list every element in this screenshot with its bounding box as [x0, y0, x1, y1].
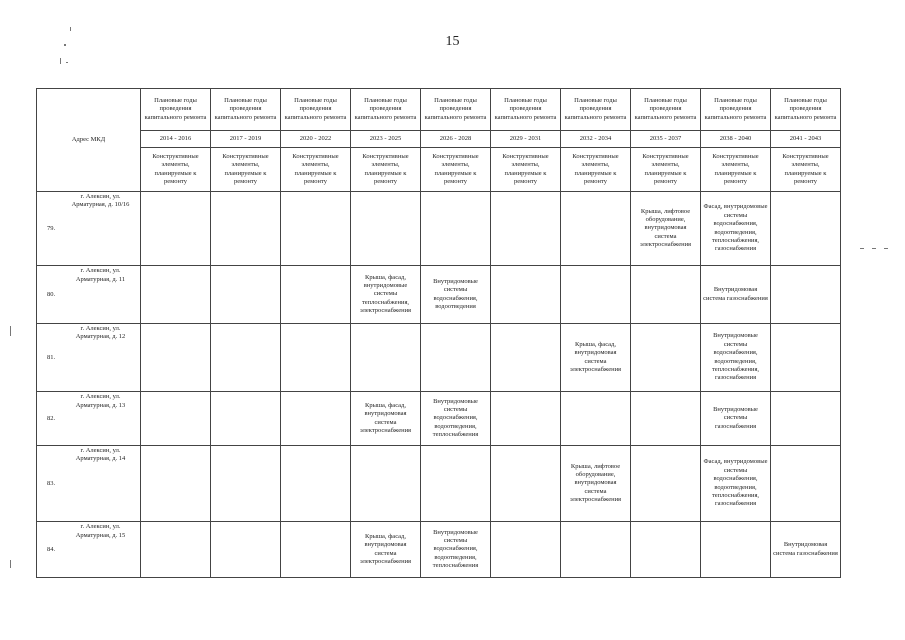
repair-cell	[211, 192, 281, 266]
scan-mark	[884, 248, 888, 249]
address-text: г. Алексин, ул. Арматурная, д. 12	[75, 325, 126, 341]
plan-years-header: Плановые годы проведения капитального ремонта	[491, 89, 561, 131]
address-header: Адрес МКД	[37, 89, 141, 192]
period-header: 2014 - 2016	[141, 131, 211, 148]
repair-cell	[141, 192, 211, 266]
scan-mark	[64, 44, 66, 46]
repair-cell	[211, 522, 281, 578]
repair-cell	[141, 445, 211, 521]
repair-cell	[141, 324, 211, 392]
repair-cell: Крыша, лифтовое оборудование, внутридомовая система электроснабжения	[561, 445, 631, 521]
elements-header: Конструктивные элементы, планируемые к ремонту	[211, 148, 281, 192]
repair-cell	[281, 266, 351, 324]
period-header: 2017 - 2019	[211, 131, 281, 148]
period-header: 2020 - 2022	[281, 131, 351, 148]
repair-cell	[211, 266, 281, 324]
elements-header: Конструктивные элементы, планируемые к ремонту	[141, 148, 211, 192]
plan-years-header: Плановые годы проведения капитального ремонта	[141, 89, 211, 131]
plan-years-header: Плановые годы проведения капитального ремонта	[701, 89, 771, 131]
table-row	[37, 445, 841, 521]
header-row-elements	[37, 148, 841, 192]
repair-cell	[491, 192, 561, 266]
repair-cell	[491, 266, 561, 324]
period-header: 2026 - 2028	[421, 131, 491, 148]
table-row	[37, 192, 841, 266]
period-header: 2023 - 2025	[351, 131, 421, 148]
repair-cell: Фасад, внутридомовые системы водоснабжения, водоотведения, теплоснабжения, газоснабжения	[701, 445, 771, 521]
row-number: 82.	[47, 414, 56, 422]
address-cell	[37, 192, 141, 266]
repair-cell	[141, 522, 211, 578]
row-number: 84.	[47, 545, 56, 553]
row-number: 80.	[47, 290, 56, 298]
repair-cell	[351, 445, 421, 521]
elements-header: Конструктивные элементы, планируемые к ремонту	[561, 148, 631, 192]
header-row-plan	[37, 89, 841, 131]
repair-cell	[281, 392, 351, 446]
address-text: г. Алексин, ул. Арматурная, д. 11	[75, 267, 126, 283]
row-number: 81.	[47, 353, 56, 361]
plan-years-header: Плановые годы проведения капитального ремонта	[631, 89, 701, 131]
row-number: 83.	[47, 479, 56, 487]
address-cell	[37, 522, 141, 578]
repair-cell	[771, 266, 841, 324]
repair-cell	[561, 522, 631, 578]
repair-cell	[281, 522, 351, 578]
repair-cell: Внутридомовая система газоснабжения	[771, 522, 841, 578]
address-text: г. Алексин, ул. Арматурная, д. 14	[75, 446, 126, 463]
repair-cell	[141, 392, 211, 446]
repair-cell	[771, 445, 841, 521]
repair-cell	[421, 192, 491, 266]
repair-cell	[421, 324, 491, 392]
repair-cell	[211, 445, 281, 521]
address-cell	[37, 266, 141, 324]
scan-mark	[10, 326, 11, 336]
repair-cell: Внутридомовые системы водоснабжения, водоотведения	[421, 266, 491, 324]
header-row-periods	[37, 131, 841, 148]
period-header: 2035 - 2037	[631, 131, 701, 148]
table-row	[37, 392, 841, 446]
table-row	[37, 324, 841, 392]
repair-cell	[631, 392, 701, 446]
table-row	[37, 266, 841, 324]
repair-cell: Внутридомовые системы водоснабжения, водоотведения, теплоснабжения	[421, 522, 491, 578]
repair-cell	[421, 445, 491, 521]
address-cell	[37, 324, 141, 392]
repair-cell	[491, 392, 561, 446]
repair-cell	[281, 445, 351, 521]
plan-years-header: Плановые годы проведения капитального ремонта	[351, 89, 421, 131]
period-header: 2029 - 2031	[491, 131, 561, 148]
repair-cell: Крыша, фасад, внутридомовые системы теплоснабжения, электроснабжения	[351, 266, 421, 324]
repair-cell: Внутридомовые системы водоснабжения, водоотведения, теплоснабжения, газоснабжения	[701, 324, 771, 392]
repair-cell	[631, 522, 701, 578]
repair-cell	[561, 266, 631, 324]
address-text: г. Алексин, ул. Арматурная, д. 10/16	[71, 193, 130, 209]
elements-header: Конструктивные элементы, планируемые к ремонту	[491, 148, 561, 192]
address-text: г. Алексин, ул. Арматурная, д. 13	[75, 393, 126, 409]
period-header: 2032 - 2034	[561, 131, 631, 148]
scan-mark	[60, 58, 61, 64]
elements-header: Конструктивные элементы, планируемые к ремонту	[421, 148, 491, 192]
elements-header: Конструктивные элементы, планируемые к ремонту	[351, 148, 421, 192]
repair-cell	[211, 324, 281, 392]
plan-years-header: Плановые годы проведения капитального ремонта	[281, 89, 351, 131]
elements-header: Конструктивные элементы, планируемые к ремонту	[631, 148, 701, 192]
scan-mark	[10, 560, 11, 568]
repair-cell: Внутридомовые системы водоснабжения, водоотведения, теплоснабжения	[421, 392, 491, 446]
table-body	[37, 192, 841, 578]
repair-cell	[631, 445, 701, 521]
repair-cell	[701, 522, 771, 578]
plan-years-header: Плановые годы проведения капитального ремонта	[561, 89, 631, 131]
period-header: 2038 - 2040	[701, 131, 771, 148]
scan-mark	[70, 27, 71, 31]
repair-cell	[281, 324, 351, 392]
repair-cell: Фасад, внутридомовые системы водоснабжения, водоотведения, теплоснабжения, газоснабжения	[701, 192, 771, 266]
repair-cell	[561, 192, 631, 266]
repair-cell	[771, 324, 841, 392]
plan-years-header: Плановые годы проведения капитального ремонта	[421, 89, 491, 131]
table-header	[37, 89, 841, 192]
address-text: г. Алексин, ул. Арматурная, д. 15	[75, 523, 126, 539]
repair-cell	[351, 192, 421, 266]
repair-cell	[491, 445, 561, 521]
repair-cell	[281, 192, 351, 266]
plan-years-header: Плановые годы проведения капитального ремонта	[211, 89, 281, 131]
repair-cell	[211, 392, 281, 446]
elements-header: Конструктивные элементы, планируемые к ремонту	[281, 148, 351, 192]
scan-mark	[860, 248, 864, 249]
table-row	[37, 522, 841, 578]
repair-cell: Внутридомовая система газоснабжения	[701, 266, 771, 324]
capital-repair-table	[36, 88, 841, 578]
address-cell	[37, 392, 141, 446]
elements-header: Конструктивные элементы, планируемые к ремонту	[701, 148, 771, 192]
repair-cell	[351, 324, 421, 392]
repair-cell	[141, 266, 211, 324]
repair-cell	[491, 324, 561, 392]
repair-cell: Крыша, лифтовое оборудование, внутридомовая система электроснабжения	[631, 192, 701, 266]
repair-cell	[631, 266, 701, 324]
plan-years-header: Плановые годы проведения капитального ремонта	[771, 89, 841, 131]
elements-header: Конструктивные элементы, планируемые к ремонту	[771, 148, 841, 192]
repair-cell	[631, 324, 701, 392]
repair-cell	[561, 392, 631, 446]
repair-cell	[771, 192, 841, 266]
repair-cell: Крыша, фасад, внутридомовая система электроснабжения	[351, 522, 421, 578]
repair-cell: Крыша, фасад, внутридомовая система электроснабжения	[351, 392, 421, 446]
repair-cell: Внутридомовые системы газоснабжения	[701, 392, 771, 446]
repair-cell: Крыша, фасад, внутридомовая система электроснабжения	[561, 324, 631, 392]
scan-mark	[66, 62, 68, 63]
period-header: 2041 - 2043	[771, 131, 841, 148]
address-cell	[37, 445, 141, 521]
row-number: 79.	[47, 224, 56, 232]
repair-cell	[491, 522, 561, 578]
page-number: 15	[445, 34, 460, 49]
scan-mark	[872, 248, 876, 249]
repair-cell	[771, 392, 841, 446]
